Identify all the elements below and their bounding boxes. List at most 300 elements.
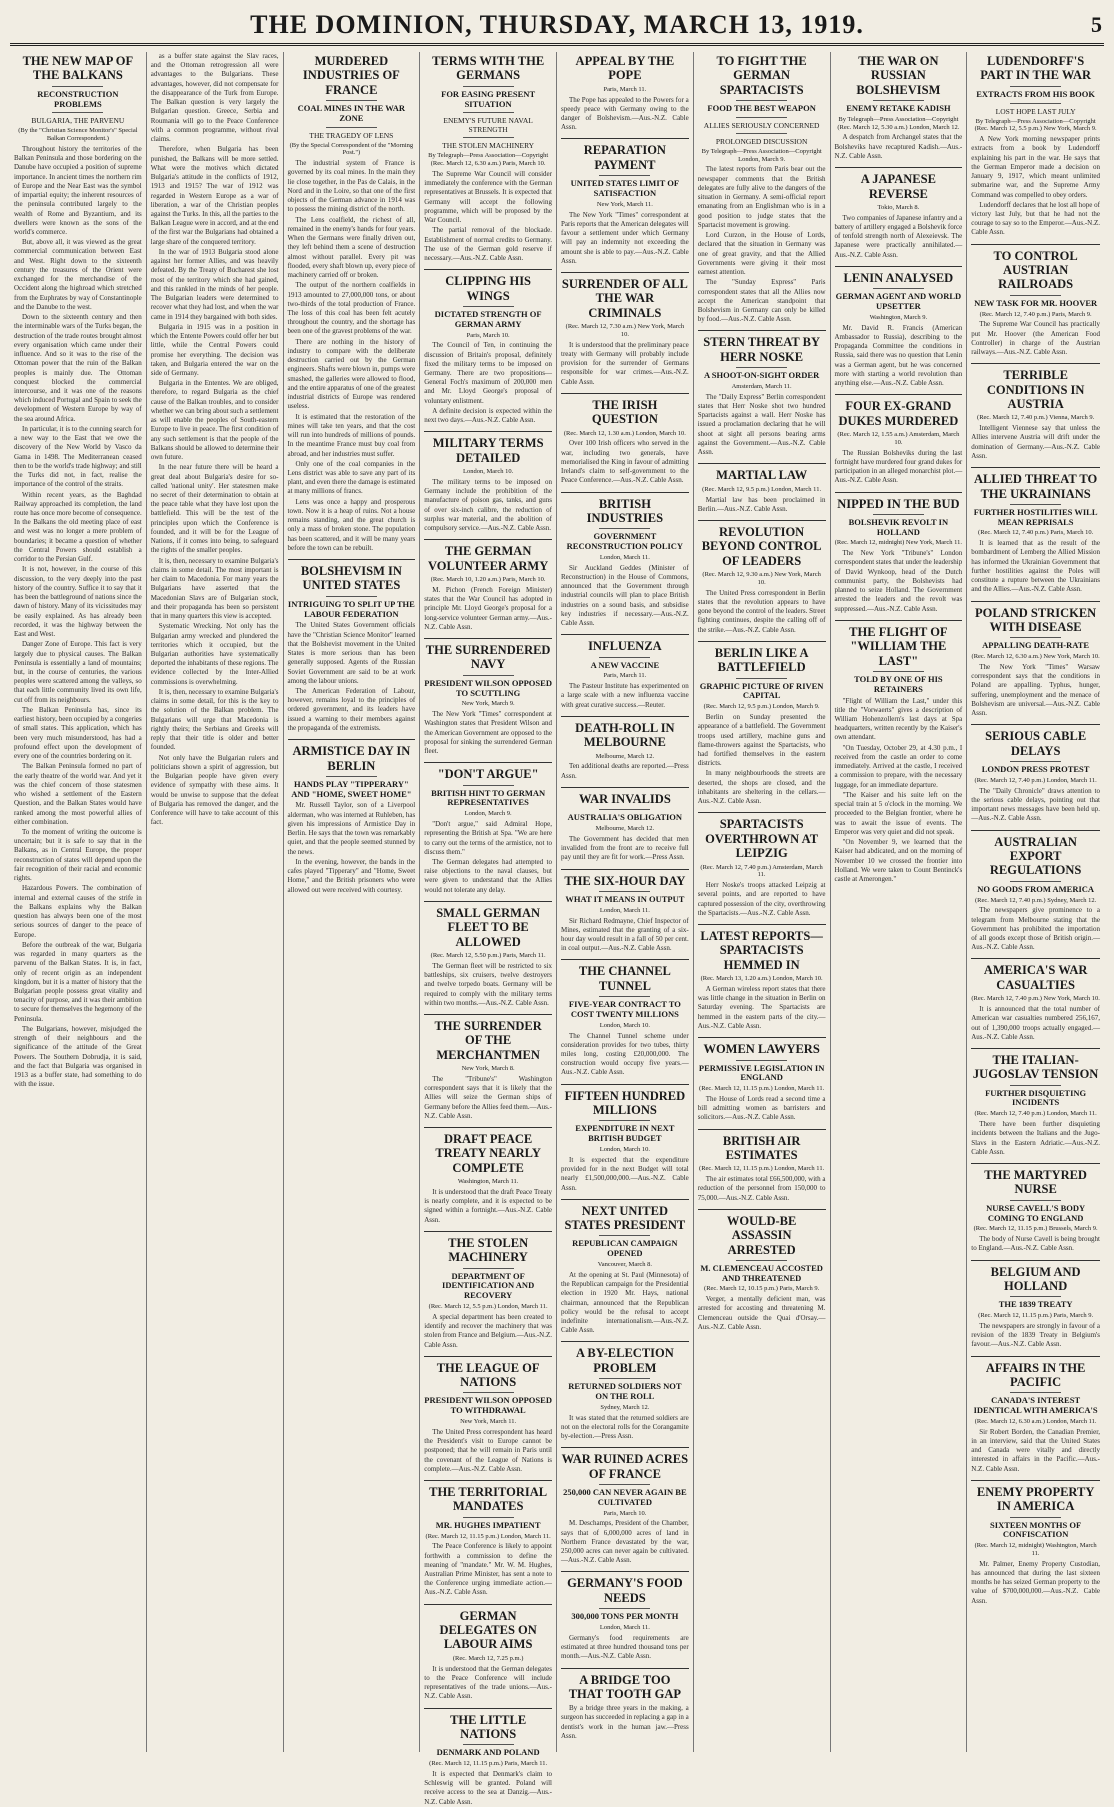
article	[561, 1452, 689, 1565]
article-subhead: ENEMY'S FUTURE NAVAL STRENGTH	[443, 116, 533, 135]
article-body	[424, 586, 552, 632]
article-paragraph: It is understood that the preliminary peace treaty with Germany will probably include provision for the surrender of Germans responsible for war crimes.—Aus.-N.Z. Cable Assn.	[561, 340, 689, 386]
article-headline: POLAND STRICKEN WITH DISEASE	[975, 605, 1097, 635]
article-paragraph: A New York morning newspaper prints extracts from a book by Ludendorff explaining his part in the war. He says that the German Emperor made a decision on January 9, 1917, which meant unlimited submarine war, and the Supreme Army Command was compelled to obey orders.	[971, 135, 1100, 199]
headline-rule	[326, 776, 377, 777]
article-paragraph: The newspapers are strongly in favour of a revision of the 1839 Treaty in Belgium's favour.—Aus.-N.Z. Cable Assn.	[971, 1321, 1100, 1349]
article	[424, 767, 552, 895]
article-body	[971, 539, 1100, 594]
headline-rule	[463, 137, 514, 138]
article-subhead: M. CLEMENCEAU ACCOSTED AND THREATENED	[700, 1262, 823, 1283]
article-subhead: LOST HOPE LAST JULY	[995, 106, 1076, 116]
article-body	[698, 985, 826, 1031]
article-subhead: FOOD THE BEST WEAPON	[707, 103, 816, 114]
column-7	[831, 52, 968, 1752]
article-separator	[835, 492, 963, 493]
article-subhead: FURTHER DISQUIETING INCIDENTS	[985, 1087, 1087, 1108]
headline-rule	[736, 117, 787, 118]
article	[561, 1089, 689, 1193]
article-dateline: New York, March 8.	[461, 1065, 515, 1073]
headline-rule	[463, 1744, 514, 1745]
article-separator	[424, 1127, 552, 1128]
article-headline: WAR RUINED ACRES OF FRANCE	[561, 1452, 689, 1481]
article-headline: LATEST REPORTS—SPARTACISTS HEMMED IN	[700, 929, 823, 972]
article-paragraph: The military terms to be imposed on Germany include the prohibition of the manufacture of poison gas, tanks, and guns of over six-inch calibre, the reduction of surplus war material, and the abolition of compulsory service.—Aus.-N.Z. Cable Assn.	[424, 477, 552, 533]
article-headline: DRAFT PEACE TREATY NEARLY COMPLETE	[435, 1132, 541, 1175]
article-paragraph: It is learned that as the result of the bombardment of Lemberg the Allied Mission has informed the Ukrainian Government that further hostilities against the Poles will constitute a rupture between the Ukrainians and the Allies.—Aus.-N.Z. Cable Assn.	[971, 539, 1100, 594]
article-paragraph: Bulgaria in the Ententes. We are obliged, therefore, to regard Bulgaria as the chief cause of the Balkan troubles, and to consider whether we can bring about such a settlement as will enable the peoples of South-eastern Europe to live in peace. The first condition of any such settlement is that the people of the Balkans should be allowed to determine their own future.	[150, 379, 279, 462]
article-separator	[561, 1341, 689, 1342]
article	[698, 817, 826, 918]
article-dateline: (Rec. March 12, 11.15 p.m.) Brussels, March 9.	[973, 1225, 1098, 1233]
article-headline: LENIN ANALYSED	[843, 270, 954, 285]
article-dateline: Sydney, March 12.	[600, 1403, 650, 1411]
headline-rule	[873, 514, 924, 515]
article-dateline: By Telegraph—Press Association—Copyright (Rec. March 12, 6.30 a.m.) Paris, March 10.	[428, 152, 549, 168]
article-headline: CLIPPING HIS WINGS	[445, 274, 532, 303]
article-paragraph: To the moment of writing the outcome is uncertain; but it is safe to say that in the Balkans, as in Central Europe, the proper reconstruction of states will depend upon the fair recognition of their racial and economic rights.	[14, 827, 142, 883]
article-paragraph: In many neighbourhoods the streets are deserted, the shops are closed, and the inhabitants are sheltering in the cellars.—Aus.-N.Z. Cable Assn.	[697, 769, 826, 806]
article-separator	[698, 641, 826, 642]
headline-rule	[599, 1608, 650, 1609]
article-headline: FIFTEEN HUNDRED MILLIONS	[564, 1088, 686, 1118]
article-subhead: HANDS PLAY "TIPPERARY" AND "HOME, SWEET HOME"	[291, 778, 412, 799]
article-separator	[561, 716, 689, 717]
article-headline: A JAPANESE REVERSE	[860, 172, 936, 201]
article-body	[835, 324, 963, 389]
article-separator	[971, 1480, 1100, 1481]
article-paragraph: The "Sunday Express" Paris correspondent states that all the Allies now accept the American standpoint that Bolshevism in Germany can only be killed by food.—Aus.-N.Z. Cable Assn.	[697, 278, 826, 324]
article-paragraph: "Flight of William the Last," under this title the "Vorwaerts" gives a description of William Hohenzollern's last days at Spa headquarters, written recently by the Kaiser's own attendant.	[834, 696, 963, 742]
article-paragraph: By a bridge three years in the making, a surgeon has succeeded in replacing a gap in a dentist's work in the human jaw.—Press Assn.	[561, 1704, 689, 1740]
article	[151, 52, 279, 827]
article-headline: THE IRISH QUESTION	[591, 397, 658, 427]
article-subhead: MR. HUGHES IMPATIENT	[435, 1519, 541, 1530]
article-headline: "DON'T ARGUE"	[437, 767, 539, 782]
article-dateline: Melbourne, March 12.	[595, 825, 655, 833]
headline-rule	[599, 996, 650, 997]
article-headline: SURRENDER OF ALL THE WAR CRIMINALS	[561, 276, 688, 320]
article-headline: AMERICA'S WAR CASUALTIES	[983, 963, 1088, 992]
article-subhead: BULGARIA, THE PARVENU	[31, 116, 125, 126]
article-dateline: (Rec. March 12, 10.15 p.m.) Paris, March 9.	[704, 1285, 820, 1293]
article-subhead: PRESIDENT WILSON OPPOSED TO WITHDRAWAL	[424, 1395, 552, 1416]
article-subhead: THE TRAGEDY OF LENS	[309, 130, 394, 140]
headline-rule	[736, 133, 787, 134]
article-separator	[971, 1048, 1100, 1049]
article-separator	[698, 330, 826, 331]
article-body	[698, 713, 826, 806]
article	[424, 1361, 552, 1474]
article-paragraph: A definite decision is expected within the next two days.—Aus.-N.Z. Cable Assn.	[424, 406, 552, 425]
article-paragraph: The body of Nurse Cavell is being brought to England.—Aus.-N.Z. Cable Assn.	[971, 1235, 1100, 1253]
article-paragraph: The New York "Times" correspondent at Washington states that President Wilson and the American Government are opposed to the proposal for sinking the surrendered German fleet.	[424, 710, 552, 756]
article-paragraph: A German wireless report states that there was little change in the situation in Berlin on Saturday evening. The Spartacists are hemmed in the eastern parts of the city.—Aus.-N.Z. Cable Assn.	[697, 984, 826, 1030]
article-headline: THE SURRENDER OF THE MERCHANTMEN	[434, 1019, 542, 1062]
article	[971, 1361, 1100, 1474]
article-subhead: APPALLING DEATH-RATE	[982, 640, 1090, 651]
article-subhead: FIVE-YEAR CONTRACT TO COST TWENTY MILLIONS	[568, 999, 681, 1019]
article	[835, 271, 963, 388]
article-headline: THE FLIGHT OF "WILLIAM THE LAST"	[849, 624, 948, 668]
article-paragraph: Martial law has been proclaimed in Berlin.—Aus.-N.Z. Cable Assn.	[697, 495, 826, 513]
article-separator	[561, 1199, 689, 1200]
article-headline: THE TERRITORIAL MANDATES	[429, 1484, 548, 1514]
article-paragraph: It is understood that the draft Peace Treaty is nearly complete, and it is expected to be signed within a fortnight.—Aus.-N.Z. Cable Assn.	[424, 1188, 552, 1224]
article-body	[698, 589, 826, 635]
article-paragraph: The Pasteur Institute has experimented on a large scale with a new influenza vaccine with great curative success.—Reuter.	[561, 682, 689, 709]
article	[424, 274, 552, 425]
article	[424, 436, 552, 533]
article-paragraph: The Council of Ten, in continuing the discussion of Britain's proposal, definitely fixed the military terms to be imposed on Germany. There are two propositions—General Foch's maximum of 200,000 men and Mr. Lloyd George's proposal of voluntary enlistment.	[424, 341, 552, 405]
article	[288, 54, 416, 553]
article-headline: STERN THREAT BY HERR NOSKE	[703, 335, 820, 364]
article-paragraph: The newspapers give prominence to a telegram from Melbourne stating that the Government has prohibited the importation of all goods except those of British origin.—Aus.-N.Z. Cable Assn.	[971, 906, 1100, 952]
article-paragraph: Bulgaria in 1915 was in a position in which the Entente Powers could offer her but little, while the Central Powers could promise her everything. The decision was taken, and Bulgaria entered the war on the side of Germany.	[150, 322, 279, 377]
article-separator	[971, 724, 1100, 725]
article-separator	[424, 1480, 552, 1481]
article	[561, 1346, 689, 1441]
article-headline: GERMAN DELEGATES ON LABOUR AIMS	[439, 1608, 537, 1652]
article	[424, 906, 552, 1008]
headline-rule	[52, 112, 103, 113]
article	[424, 1713, 552, 1807]
article-separator	[971, 467, 1100, 468]
article-headline: THE SIX-HOUR DAY	[564, 873, 686, 888]
article-dateline: London, March 11.	[599, 553, 650, 561]
article-separator	[561, 634, 689, 635]
article-paragraph: It is expected that Denmark's claim to Schleswig will be granted. Poland will receive access to the sea at Danzig.—Aus.-N.Z. Cable Assn.	[424, 1769, 552, 1806]
article-subhead: FOR EASING PRESENT SITUATION	[441, 88, 536, 109]
article-paragraph: Mr. Russell Taylor, son of a Liverpool alderman, who was interned at Ruhleben, has given his impressions of Armistice Day in Berlin. He says that the town was remarkably quiet, and that the people seemed stunned by the news.	[287, 801, 416, 856]
article-headline: DEATH-ROLL IN MELBOURNE	[575, 720, 675, 750]
article-headline: MURDERED INDUSTRIES OF FRANCE	[302, 54, 400, 97]
article-separator	[424, 431, 552, 432]
article-dateline: By Telegraph—Press Association—Copyright (Rec. March 12, 5.30 a.m.) London, March 12.	[837, 115, 960, 131]
headline-rule	[463, 1392, 514, 1393]
article-dateline: (Rec. March 12, 7.40 p.m.) New York, March 10.	[971, 995, 1100, 1003]
article	[971, 1265, 1100, 1350]
article-dateline: New York, March 9.	[461, 700, 515, 708]
headline-rule	[599, 657, 650, 658]
article-body	[561, 439, 689, 485]
article-subhead: BRITISH HINT TO GERMAN REPRESENTATIVES	[431, 787, 546, 808]
article-body	[698, 165, 826, 324]
article-subhead: INTRIGUING TO SPLIT UP THE LABOUR FEDERATION	[287, 598, 415, 619]
article-headline: TO FIGHT THE GERMAN SPARTACISTS	[716, 54, 807, 97]
headline-rule	[463, 86, 514, 87]
article-separator	[561, 1447, 689, 1448]
headline-rule	[599, 891, 650, 892]
article	[424, 1609, 552, 1702]
article-body	[424, 820, 552, 895]
article-body	[561, 96, 689, 133]
article-dateline: (Rec. March 12, 11.15 p.m.) London, March 11.	[699, 1085, 825, 1093]
article-dateline: (Rec. March 12, 7.40 p.m.) Amsterdam, March 11.	[700, 863, 823, 879]
article-headline: WOULD-BE ASSASSIN ARRESTED	[726, 1213, 797, 1257]
article-body	[971, 663, 1100, 718]
article-dateline: (Rec. March 12, 11.15 p.m.) Paris, March 11.	[429, 1760, 548, 1768]
article	[835, 54, 963, 161]
column-3	[284, 52, 421, 1752]
article-body	[561, 682, 689, 710]
article-separator	[698, 463, 826, 464]
article-body	[424, 1188, 552, 1225]
article-paragraph: The "Daily Express" Berlin correspondent states that Herr Noske shot two hundred Spartacists against a wall. Herr Noske has issued a proclamation declaring that he will shoot at sight all persons bearing arms against the Government.—Aus.-N.Z. Cable Assn.	[697, 392, 826, 457]
newspaper-columns	[10, 52, 1104, 1806]
headline-rule	[1010, 103, 1062, 104]
article-subhead: NO GOODS FROM AMERICA	[977, 883, 1095, 894]
article-subhead: NURSE CAVELL'S BODY COMING TO ENGLAND	[986, 1202, 1086, 1223]
headline-rule	[52, 86, 103, 87]
article-headline: THE LITTLE NATIONS	[450, 1712, 527, 1741]
article-dateline: (Rec. March 12, 6.30 a.m.) London, March 11.	[974, 1417, 1097, 1425]
article-subhead: GERMAN AGENT AND WORLD UPSETTER	[835, 291, 962, 312]
article-headline: ARMISTICE DAY IN BERLIN	[292, 744, 411, 773]
article-headline: BRITISH AIR ESTIMATES	[722, 1133, 801, 1162]
article-paragraph: Only one of the coal companies in the Lens district was able to save any part of its plant, and even there the damage is estimated at many millions of francs.	[287, 459, 416, 496]
article	[424, 1019, 552, 1121]
article-separator	[288, 739, 416, 740]
article-paragraph: Before the outbreak of the war, Bulgaria was regarded in many quarters as the parvenu of the Balkan States. It is, in fact, only of recent origin as an independent kingdom, but it is a matter of history that the Bulgarian people possess great vitality and tenacity of purpose, and it was their ambition to secure for themselves the hegemony of the Peninsula.	[14, 940, 142, 1023]
article-paragraph: The Balkan Peninsula has, since its earliest history, been occupied by a congeries of small states. This application, which has been very much misunderstood, has had a profound effect upon the development of every one of the countries bordering on it.	[14, 705, 142, 761]
article-separator	[835, 394, 963, 395]
article-paragraph: It is, then, necessary to examine Bulgaria's claims in some detail. The most important is her claim to Macedonia. For many years the Bulgarians have asserted that the Macedonian Slavs are of Bulgarian stock, and their propaganda has been so persistent that in many quarters this view is accepted.	[150, 556, 279, 621]
article-subhead: THE STOLEN MACHINERY	[442, 141, 535, 151]
article-paragraph: The "Tribune's" Washington correspondent says that it is likely that the Allies will seize the German ships of Germany before the Allies feed them.—Aus.-N.Z. Cable Assn.	[424, 1074, 552, 1120]
article-separator	[561, 787, 689, 788]
article	[561, 874, 689, 954]
article-paragraph: The Peace Conference is likely to appoint forthwith a commission to define the meaning of "mandate." Mr. W. M. Hughes, Australian Prime Minister, has sent a note to the Conference urging immediate action.—Aus.-N.Z. Cable Assn.	[424, 1542, 552, 1597]
article-paragraph: But, above all, it was viewed as the great commercial communication between East and West. Right down to the sixteenth century the treasures of the Orient were exchanged for the merchandise of the Occident along the highroad which stretched from the Euphrates by way of Constantinople and the Danube to the west.	[14, 238, 142, 311]
article-body	[424, 1770, 552, 1807]
article-body	[698, 1295, 826, 1332]
headline-rule	[736, 678, 787, 679]
article	[971, 1485, 1100, 1606]
article-body	[835, 133, 963, 161]
article-paragraph: The United Press correspondent in Berlin states that the revolution appears to have gone beyond the control of the leaders. Street fighting continues, despite the calling off of the strike.—Aus.-N.Z. Cable Assn.	[697, 588, 826, 634]
article-separator	[424, 1604, 552, 1605]
column-5	[557, 52, 694, 1752]
article-headline: INFLUENZA	[588, 639, 662, 654]
column-2	[147, 52, 284, 1752]
article-separator	[561, 272, 689, 273]
article-dateline: (Rec. March 12, 9.30 a.m.) New York, March 10.	[702, 571, 821, 586]
article-paragraph: It is not, however, in the course of this discussion, to the very deeply into the past history of the country. Suffice it to say that it has been the battleground of nations since the dawn of history. Many of its vicissitudes may be easily explained. As has already been recorded, it was the highway between the East and West.	[14, 565, 142, 639]
article-dateline: (Rec. March 12, 11.15 p.m.) London, March 11.	[699, 1165, 825, 1173]
article-paragraph: Two companies of Japanese infantry and a battery of artillery engaged a Bolshevik force of tenfold strength north of Alexeievsk. The Japanese were practically annihilated.—Aus.-N.Z. Cable Assn.	[834, 213, 963, 259]
article-headline: THE NEW MAP OF THE BALKANS	[22, 54, 134, 83]
column-8	[967, 52, 1104, 1752]
article-separator	[698, 1209, 826, 1210]
headline-rule	[1010, 1085, 1062, 1086]
article-paragraph: There have been further disquieting incidents between the Italians and the Jugo-Slavs in the Eastern Adriatic.—Aus.-N.Z. Cable Assn.	[971, 1120, 1100, 1156]
article-separator	[561, 138, 689, 139]
article-headline: GERMANY'S FOOD NEEDS	[567, 1576, 683, 1605]
article-headline: TERMS WITH THE GERMANS	[432, 54, 545, 83]
article-dateline: London, March 11.	[599, 906, 650, 914]
article-separator	[835, 266, 963, 267]
article-headline: SERIOUS CABLE DELAYS	[985, 729, 1087, 758]
article-separator	[424, 901, 552, 902]
article-body	[835, 549, 963, 614]
article-dateline: New York, March 11.	[460, 1418, 517, 1426]
article	[698, 335, 826, 457]
article-body	[971, 1428, 1100, 1474]
article-paragraph: Lord Curzon, in the House of Lords, declared that the situation in Germany was one of great gravity, and that the Allied Governments were giving it their most earnest attention.	[697, 231, 826, 277]
article	[424, 1485, 552, 1598]
article-headline: WOMEN LAWYERS	[703, 1042, 820, 1057]
article	[561, 497, 689, 629]
article-headline: A BY-ELECTION PROBLEM	[575, 1346, 674, 1375]
article-headline: BERLIN LIKE A BATTLEFIELD	[714, 645, 809, 675]
masthead	[10, 6, 1104, 46]
article-body	[971, 424, 1100, 461]
article	[971, 729, 1100, 823]
headline-rule	[736, 1260, 787, 1261]
article-headline: AFFAIRS IN THE PACIFIC	[985, 1360, 1086, 1389]
article-headline: MILITARY TERMS DETAILED	[432, 436, 544, 465]
article-subhead: PROLONGED DISCUSSION	[715, 136, 808, 146]
article-subhead: TOLD BY ONE OF HIS RETAINERS	[854, 674, 943, 694]
article-dateline: (Rec. March 12, 7.40 p.m.) London, March 11.	[974, 1110, 1097, 1118]
article-body	[971, 787, 1100, 824]
article-body	[971, 1235, 1100, 1253]
article-headline: THE GERMAN VOLUNTEER ARMY	[428, 544, 549, 573]
article-paragraph: It is, then, necessary to examine Bulgaria's claims in some detail, for this is the key to the solution of the Balkan problem. The Bulgarians will urge that Macedonia is rightly theirs; the Serbians and Greeks will reply that their title is older and better founded.	[150, 687, 279, 752]
article-paragraph: The German delegates had attempted to raise objections to the naval clauses, but were given to understand that the Allies would not tolerate any delay.	[424, 857, 552, 894]
article-dateline: Tokio, March 8.	[877, 203, 920, 211]
article-paragraph: "On November 9, we learned that the Kaiser had abdicated, and on the morning of November 10 we crossed the frontier into Holland. We were taken to Count Bentinck's castle at Amerongen."	[834, 838, 963, 883]
article-separator	[424, 1231, 552, 1232]
headline-rule	[463, 306, 514, 307]
article-body	[561, 564, 689, 629]
article	[698, 54, 826, 324]
headline-rule	[736, 100, 787, 101]
article-body	[698, 496, 826, 514]
article	[561, 54, 689, 132]
article-dateline: London, March 11.	[599, 1624, 650, 1631]
article-headline: THE ITALIAN-JUGOSLAV TENSION	[972, 1052, 1099, 1082]
headline-rule	[1010, 1296, 1062, 1297]
article-separator	[424, 1356, 552, 1357]
article-headline: NIPPED IN THE BUD	[837, 496, 960, 511]
article-subhead: GOVERNMENT RECONSTRUCTION POLICY	[566, 531, 684, 552]
headline-rule	[1010, 637, 1062, 638]
article-separator	[971, 244, 1100, 245]
article-paragraph: Danger Zone of Europe. This fact is very largely due to physical causes. The Balkan Peninsula is essentially a land of mountains; but, in the course of centuries, the various peoples were scattered among the valleys, so that each little community lived its own life, cut off from its neighbours.	[14, 640, 142, 704]
article-paragraph: Ten additional deaths are reported.—Press Assn.	[561, 762, 689, 780]
article-body	[971, 1560, 1100, 1606]
article-paragraph: Hazardous Powers. The combination of internal and external causes of the strife in the Balkans explains why the Balkan question has always been one of the most serious sources of danger to the peace of Europe.	[14, 884, 142, 939]
article-separator	[698, 924, 826, 925]
article-paragraph: The industrial system of France is governed by its coal mines. In the main they lie close together, in the Pas de Calais, in the Nord and in the Loire, so that one of the first objects of the German advance in 1914 was to possess the mining district of the north.	[287, 159, 416, 214]
article-subhead: AUSTRALIA'S OBLIGATION	[567, 812, 683, 823]
article-dateline: (Rec. March 12, 7.30 a.m.) New York, March 10.	[565, 323, 685, 338]
headline-rule	[463, 112, 514, 113]
article	[971, 54, 1100, 238]
article-separator	[698, 812, 826, 813]
article-dateline: (Rec. March 12, 1.30 a.m.) London, March 10.	[563, 429, 686, 437]
headline-rule	[599, 528, 650, 529]
article-dateline: Paris, March 11.	[603, 672, 647, 680]
article-paragraph: A despatch from Archangel states that the Bolsheviks have recaptured Kadish.—Aus.-N.Z. Cable Assn.	[834, 133, 963, 160]
article	[561, 1673, 689, 1742]
article-paragraph: The Supreme War Council will consider immediately the conference with the German representatives at Brussels. It is expected that Germany will accept the following programme, which will be proposed by the War Council.	[424, 169, 552, 225]
article-paragraph: The United States Government officials have the "Christian Science Monitor" learned that the Bolshevist movement in the United States is more serious than has been generally supposed. Agents of the Russian Soviet Government are said to be at work among the labour unions.	[287, 621, 416, 685]
article	[698, 1134, 826, 1203]
article-dateline: By Telegraph—Press Association—Copyright (Rec. March 12, 5.5 p.m.) New York, March 9.	[974, 117, 1097, 133]
article-body	[561, 1271, 689, 1336]
article-dateline: (Rec. March 12, midnight) New York, March 11.	[834, 539, 962, 547]
article-paragraph: M. Pichon (French Foreign Minister) states that the War Council has adopted in principle Mr. Lloyd George's proposal for a long-service volunteer German army.—Aus.-N.Z. Cable Assn.	[424, 585, 552, 631]
article-dateline: New York, March 11.	[596, 200, 653, 208]
headline-rule	[1010, 761, 1062, 762]
article-body	[561, 211, 689, 266]
article-headline: APPEAL BY THE POPE	[575, 54, 675, 83]
article-dateline: (Rec. March 12, 9.5 p.m.) London, March 9.	[703, 703, 820, 711]
article-headline: THE SURRENDERED NAVY	[425, 643, 551, 672]
article-body	[424, 1313, 552, 1350]
article-dateline: Paris, March 11.	[603, 85, 647, 93]
headline-rule	[1010, 86, 1062, 87]
article-paragraph: Therefore, when Bulgaria has been punished, the Balkans will be more settled. What were the motives which dictated Bulgaria's attitude in the conflicts of 1912, 1913 and 1915? The war of 1912 was regarded in Western Europe as a war of liberation, a war of the Christian peoples against the Turks. In this, all the parties to the Balkan League were in accord, and at the end of the first war the Bulgarians had obtained a large share of the conquered territory.	[150, 145, 279, 246]
article-subhead: A NEW VACCINE	[590, 659, 660, 670]
article-paragraph: Sir Richard Redmayne, Chief Inspector of Mines, estimated that the granting of a six-hour day would result in a fall of 50 per cent. in coal output.—Aus.-N.Z. Cable Assn.	[561, 916, 689, 953]
article-subhead: UNITED STATES LIMIT OF SATISFACTION	[570, 178, 680, 198]
article-paragraph: In the near future there will be heard a great deal about Bulgaria's desire for so-called 'national unity'. Her statesmen make no secret of their determination to obtain at the peace table what they have lost upon the battlefield. This will be the test of the principles upon which the Conference is founded, and it will be for the League of Nations, if it comes into being, to safeguard the rights of the smaller peoples.	[150, 463, 279, 555]
article-paragraph: Lens was once a happy and prosperous town. Now it is a heap of ruins. Not a house remains standing, and the great church is only a mass of broken stone. The population has been scattered, and it will be many years before the town can be rebuilt.	[287, 497, 416, 552]
headline-rule	[1010, 504, 1062, 505]
article-subhead: DENMARK AND POLAND	[436, 1747, 540, 1758]
article-paragraph: Mr. David R. Francis (American Ambassador to Russia), describing to the Propaganda Committee the conditions in Russia, said there was no question that Lenin was a German agent, but he was concerned more with starting a world revolution than anything else.—Aus.-N.Z. Cable Assn.	[834, 323, 963, 388]
headline-rule	[599, 175, 650, 176]
article-separator	[971, 1260, 1100, 1261]
article-separator	[698, 520, 826, 521]
article	[424, 54, 552, 263]
article	[424, 643, 552, 756]
article	[971, 1168, 1100, 1254]
article-paragraph: The Supreme War Council has practically put Mr. Hoover (the American Food Controller) in charge of the Austrian railways.—Aus.-N.Z. Cable Assn.	[971, 320, 1100, 357]
article-dateline: (Rec. March 12, 6.30 a.m.) New York, March 10.	[971, 653, 1100, 661]
article	[561, 143, 689, 265]
article-headline: BELGIUM AND HOLLAND	[990, 1264, 1081, 1293]
article-dateline: London, March 10.	[463, 468, 514, 476]
article-separator	[561, 959, 689, 960]
article	[971, 249, 1100, 358]
article-headline: BOLSHEVISM IN UNITED STATES	[300, 564, 402, 593]
headline-rule	[326, 596, 377, 597]
article	[561, 1204, 689, 1336]
article	[561, 639, 689, 710]
article-subhead: LONDON PRESS PROTEST	[981, 764, 1090, 775]
article-separator	[971, 1163, 1100, 1164]
article-dateline: London, March 9.	[464, 810, 512, 818]
newspaper-title: THE DOMINION, THURSDAY, MARCH 13, 1919.	[250, 10, 864, 39]
article-subhead: RECONSTRUCTION PROBLEMS	[37, 88, 119, 109]
article-body	[971, 1005, 1100, 1042]
article-body	[698, 881, 826, 918]
article-separator	[288, 559, 416, 560]
article-body	[561, 1704, 689, 1741]
article-subhead: REPUBLICAN CAMPAIGN OPENED	[572, 1238, 678, 1259]
article-separator	[971, 1356, 1100, 1357]
article-paragraph: Throughout history the territories of the Balkan Peninsula and those bordering on the Danube have occupied a position of supreme importance. In ancient times the northern rim of Europe and the Near East was the symbol of impartial equity; the inherent resources of the peninsula contributed largely to the wealth of Rome and Byzantium, and its dwellers were known as the sons of the world's commerce.	[14, 144, 142, 236]
column-1	[10, 52, 147, 1752]
article-body	[424, 962, 552, 1008]
article-paragraph: The German fleet will be restricted to six battleships, six cruisers, twelve destroyers and twelve torpedo boats. Germany will be required to comply with the military terms within two months.—Aus.-N.Z. Cable Assn.	[424, 961, 552, 1007]
article	[424, 544, 552, 632]
